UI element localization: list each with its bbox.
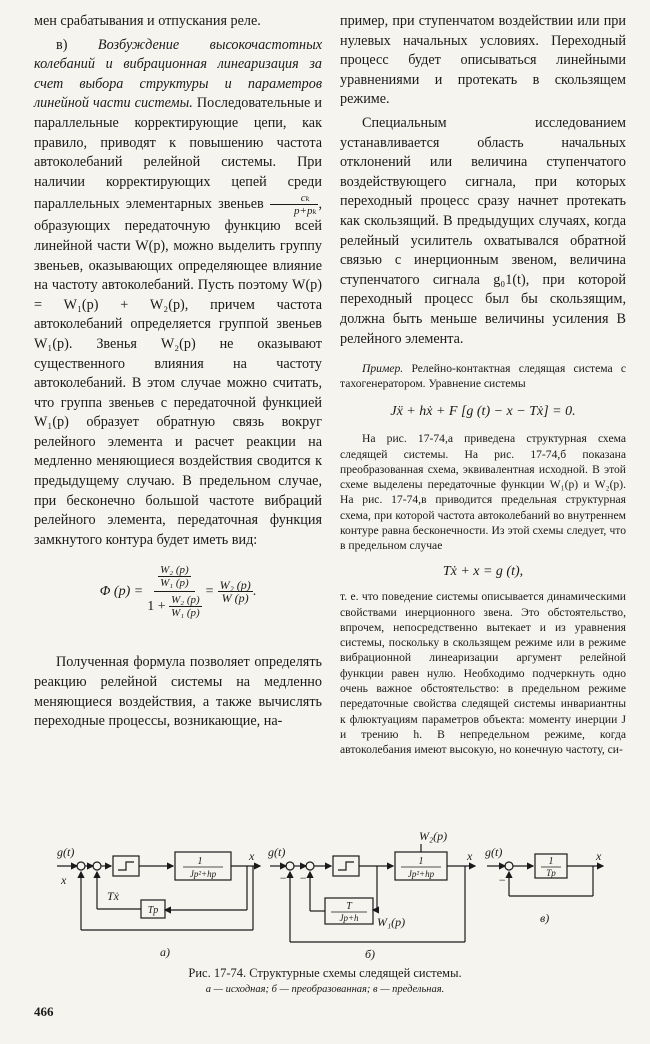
inline-fraction-num: cₖ (270, 192, 318, 205)
left-paragraph-2 (34, 36, 322, 551)
sub-label-b: б) (365, 947, 376, 961)
section-label: в) (56, 36, 68, 53)
limit-equation: Tẋ + x = g (t), (442, 563, 524, 579)
tacho-label-a: Tp (147, 905, 159, 916)
left-paragraph-2-text-b: , образующих передаточную функцию всей линейной части W(p), можно выделить группу звеньев, оказывающих определяющее влияние на частоту автоколебаний. Пусть поэтому W(p) = W₁(p) + W₂(p), причем частота автоколебаний определяется группой звеньев W₁(p). Звенья W₂(p) не оказывают существенного влияния на частоту автоколебаний. В этом случае можно считать, что группа звеньев с передаточной функцией W₁(p) образует обратную связь вокруг релейного элемента и расчет реакции на медленно меняющиеся воздействия сводится к предыдущему случаю. В предельном случае, при бесконечно большой частоте вибраций релейного элемента, передаточная функция замкнутого контура будет иметь вид: (34, 196, 322, 548)
label-x-b: x (467, 849, 473, 863)
example-label: Пример. (362, 362, 404, 376)
right-paragraph-1: пример, при ступенчатом воздействии или при нулевых начальных условиях. Переходный процесс будет описываться линейными уравнениями и протекать в скользящем режиме. (340, 13, 626, 108)
figure-caption: Рис. 17-74. Структурные схемы следящей системы. (188, 966, 462, 980)
transfer-function-equation (34, 564, 322, 619)
eq-big-num (154, 564, 195, 592)
inline-fraction (270, 192, 318, 217)
eq-num-w2: W₂ (p) (160, 564, 189, 577)
figure-subcaption: а — исходная; б — преобразованная; в — предельная. (205, 984, 445, 995)
diagram-a (57, 852, 260, 930)
label-g-c: g(t) (485, 845, 503, 859)
eq-one-plus: 1 + (147, 599, 166, 615)
feedback-den-b: Jp+h (339, 913, 359, 923)
eq-result-den: W (p) (221, 591, 249, 606)
sub-label-a: а) (160, 945, 170, 959)
diagram-b (270, 844, 475, 942)
label-x-a: x (249, 849, 255, 863)
label-x-c: x (596, 849, 602, 863)
feedback-num-b: T (346, 901, 352, 912)
eq-result (218, 579, 253, 604)
example-paragraph (340, 361, 626, 392)
right-column (340, 12, 626, 758)
eq-period: . (252, 584, 257, 600)
eq-big-den (147, 592, 201, 619)
label-minus-b1: − (299, 871, 308, 885)
limit-den-c: Tp (546, 868, 556, 878)
plant-num-a: 1 (197, 856, 203, 867)
sub-label-c: в) (540, 911, 550, 925)
label-w1-b: W₁(p) (377, 915, 406, 929)
page-number: 466 (34, 1004, 54, 1019)
inline-fraction-den: p+pₖ (294, 205, 317, 218)
right-paragraph-4: На рис. 17-74,а приведена структурная схема следящей системы. На рис. 17-74,б показана преобразованная схема, эквивалентная исходной. В этой схеме выделены передаточные функции W₁(p) и W₂(p). На рис. 17-74,в приводится предельная структурная схема, при которой частота автоколебаний во внутреннем контуре равна бесконечности. Из этой схемы следует, что в предельном случае (340, 432, 626, 553)
label-minus-b2: − (279, 871, 288, 885)
label-minus-a: x (61, 873, 67, 887)
right-paragraph-5: т. е. что поведение системы описывается динамическими свойствами инерционного звена. Это обстоятельство, впрочем, непосредственно вытекает и из уравнения системы, поскольку в скользящем режиме или в режиме вибрационной линеаризации аргумент релейной функции равен нулю. Необходимо подчеркнуть одно очень важное обстоятельство: в предельном режиме передаточные свойства следящей системы инвариантны к флюктуациям параметров объекта: моменту инерции J и трению h. В непредельном режиме, когда автоколебания имеют высокую, но конечную частоту, си- (340, 590, 626, 757)
eq-result-num: W₂ (p) (219, 578, 251, 593)
eq-equals: = (205, 584, 214, 600)
section-title: Возбуждение высокочастотных колебаний и вибрационная линеаризация за счет выбора структуры и параметров линейной части системы. (34, 36, 322, 112)
example-text: Релейно-контактная следящая система с тахогенератором. Уравнение системы (340, 362, 626, 391)
limit-num-c: 1 (548, 856, 554, 867)
system-equation: Jẍ + hẋ + F [g (t) − x − Tẋ] = 0. (390, 403, 576, 419)
label-g-b: g(t) (268, 845, 286, 859)
left-paragraph-2-text-a: Последовательные и параллельные корректирующие цепи, как правило, приводят к повышению частота автоколебаний релейной системы. При наличии корректирующих цепей среди параллельных элементарных звеньев (34, 95, 323, 213)
block-diagram-figure (55, 829, 630, 962)
label-tx-a: Tẋ (107, 889, 119, 903)
eq-num-w1: W₁ (p) (160, 577, 189, 590)
eq-den-w1: W₁ (p) (171, 607, 200, 620)
eq-big-fraction (147, 564, 201, 619)
label-minus-c: − (498, 873, 507, 887)
label-w2-b: W₂(p) (419, 829, 448, 843)
eq-den-w2: W₂ (p) (171, 594, 200, 607)
plant-num-b: 1 (418, 856, 424, 867)
left-paragraph-3: Полученная формула позволяет определять реакцию релейной системы на медленно меняющиеся воздействия, а также вычислять переходные процессы, возникающие, на- (34, 654, 322, 730)
left-column (34, 12, 322, 732)
plant-den-b: Jp²+hp (407, 869, 435, 879)
plant-den-a: Jp²+hp (189, 869, 217, 879)
right-paragraph-2: Специальным исследованием устанавливается область начальных отклонений или величина ступенчатого воздействующего сигнала, при которых переходный процесс сразу начнет протекать как скользящий. В предыдущих случаях, когда релейный усилитель охватывался обратной связью с инерционным звеном, величина ступенчатого сигнала g₀1(t), при которой переходный процесс был бы скользящим, должна быть меньше величины усиления B релейного элемента. (340, 114, 626, 347)
label-g-a: g(t) (57, 845, 75, 859)
eq-lhs: Φ (p) = (99, 584, 144, 600)
left-paragraph-1: мен срабатывания и отпускания реле. (34, 13, 261, 29)
